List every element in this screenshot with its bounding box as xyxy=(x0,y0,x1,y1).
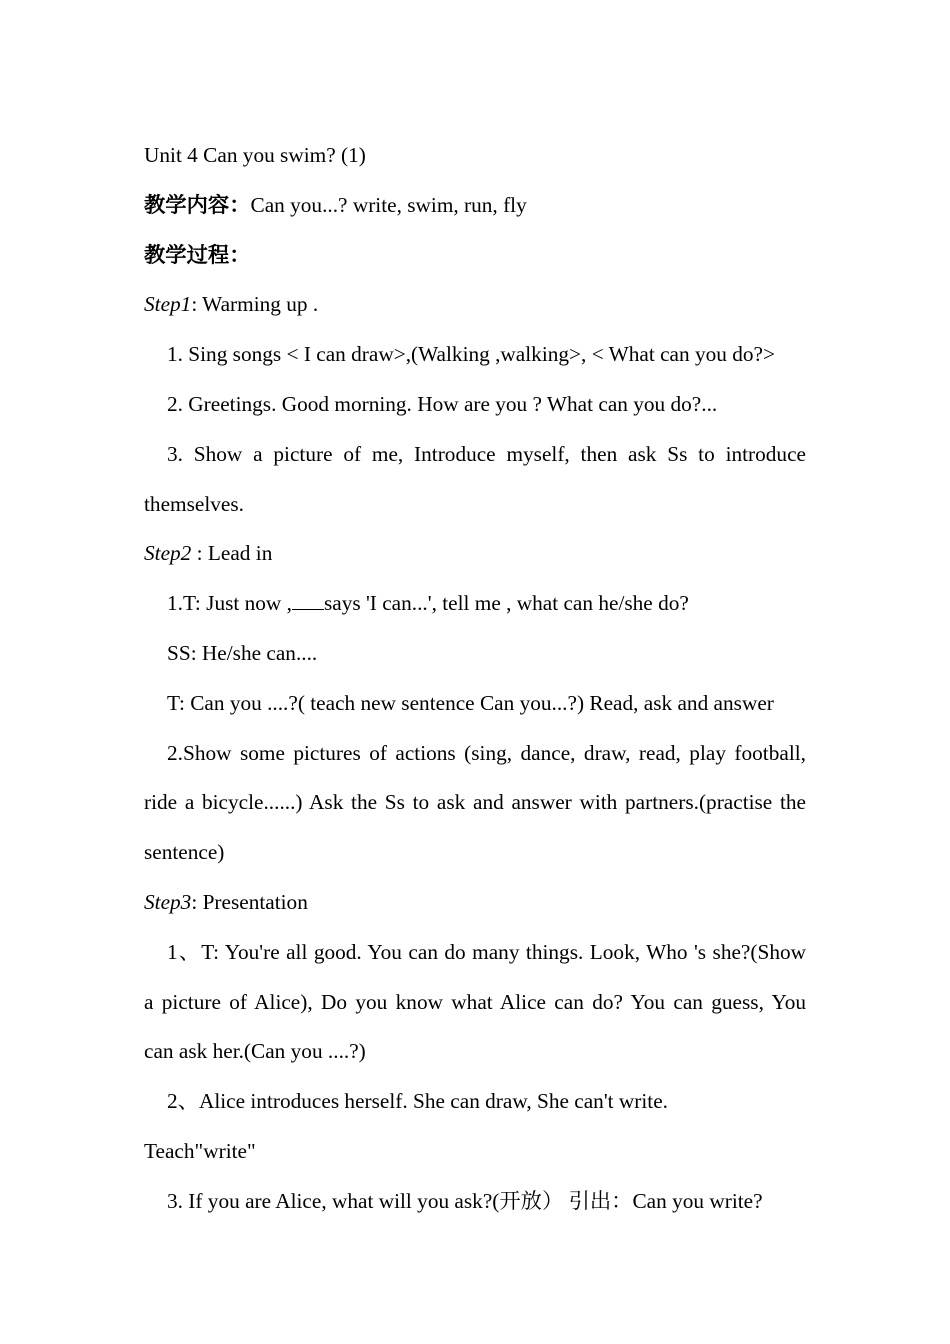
step2-ss-line: SS: He/she can.... xyxy=(167,640,318,665)
step2-title: : Lead in xyxy=(191,541,273,566)
step2-item-1-before: 1.T: Just now , xyxy=(167,591,292,616)
teaching-content-label: 教学内容： xyxy=(144,192,251,217)
teaching-content-text: Can you...? write, swim, run, fly xyxy=(250,192,527,217)
step1-item-2: 2. Greetings. Good morning. How are you ? What can you do?... xyxy=(167,391,718,416)
step3-name: Step3 xyxy=(144,889,192,914)
step1-name: Step1 xyxy=(144,292,192,317)
step1-heading xyxy=(144,280,806,330)
step1-item-3: 3. Show a picture of me, Introduce myself, then ask Ss to introduce xyxy=(167,441,806,466)
step3-title: : Presentation xyxy=(191,889,308,914)
step3-item-2-line-1: 2、Alice introduces herself. She can draw, She can't write. xyxy=(167,1089,668,1114)
step2-item-2-line-3: sentence) xyxy=(144,840,225,865)
step2-t-line: T: Can you ....?( teach new sentence Can you...?) Read, ask and answer xyxy=(167,690,774,715)
document-title: Unit 4 Can you swim? (1) xyxy=(144,143,366,167)
step2-item-2-line-1: 2.Show some pictures of actions (sing, dance, draw, read, play football, xyxy=(167,740,806,765)
step2-item-1-after: says 'I can...', tell me , what can he/she do? xyxy=(323,591,689,616)
step3-item-1-line-3: can ask her.(Can you ....?) xyxy=(144,1039,366,1064)
step2-item-2-line-2: ride a bicycle......) Ask the Ss to ask and answer with partners.(practise the xyxy=(144,790,806,815)
document-body xyxy=(144,131,806,1227)
step1-item-3-cont: themselves. xyxy=(144,491,244,516)
step1-title: : Warming up . xyxy=(191,292,319,317)
step3-item-3: 3. If you are Alice, what will you ask?(开放） 引出：Can you write? xyxy=(167,1188,763,1213)
fill-in-blank xyxy=(292,593,324,610)
teaching-process-label: 教学过程： xyxy=(144,242,251,267)
step3-item-2-line-2: Teach"write" xyxy=(144,1138,256,1163)
teaching-content-line xyxy=(144,181,806,231)
step3-heading xyxy=(144,878,806,928)
step2-item-1 xyxy=(144,579,806,629)
step2-name: Step2 xyxy=(144,541,192,566)
step2-heading xyxy=(144,529,806,579)
step3-item-1-line-1: 1、T: You're all good. You can do many things. Look, Who 's she?(Show xyxy=(167,939,806,964)
step1-item-1: 1. Sing songs < I can draw>,(Walking ,walking>, < What can you do?> xyxy=(167,342,776,367)
step3-item-1-line-2: a picture of Alice), Do you know what Alice can do? You can guess, You xyxy=(144,989,806,1014)
